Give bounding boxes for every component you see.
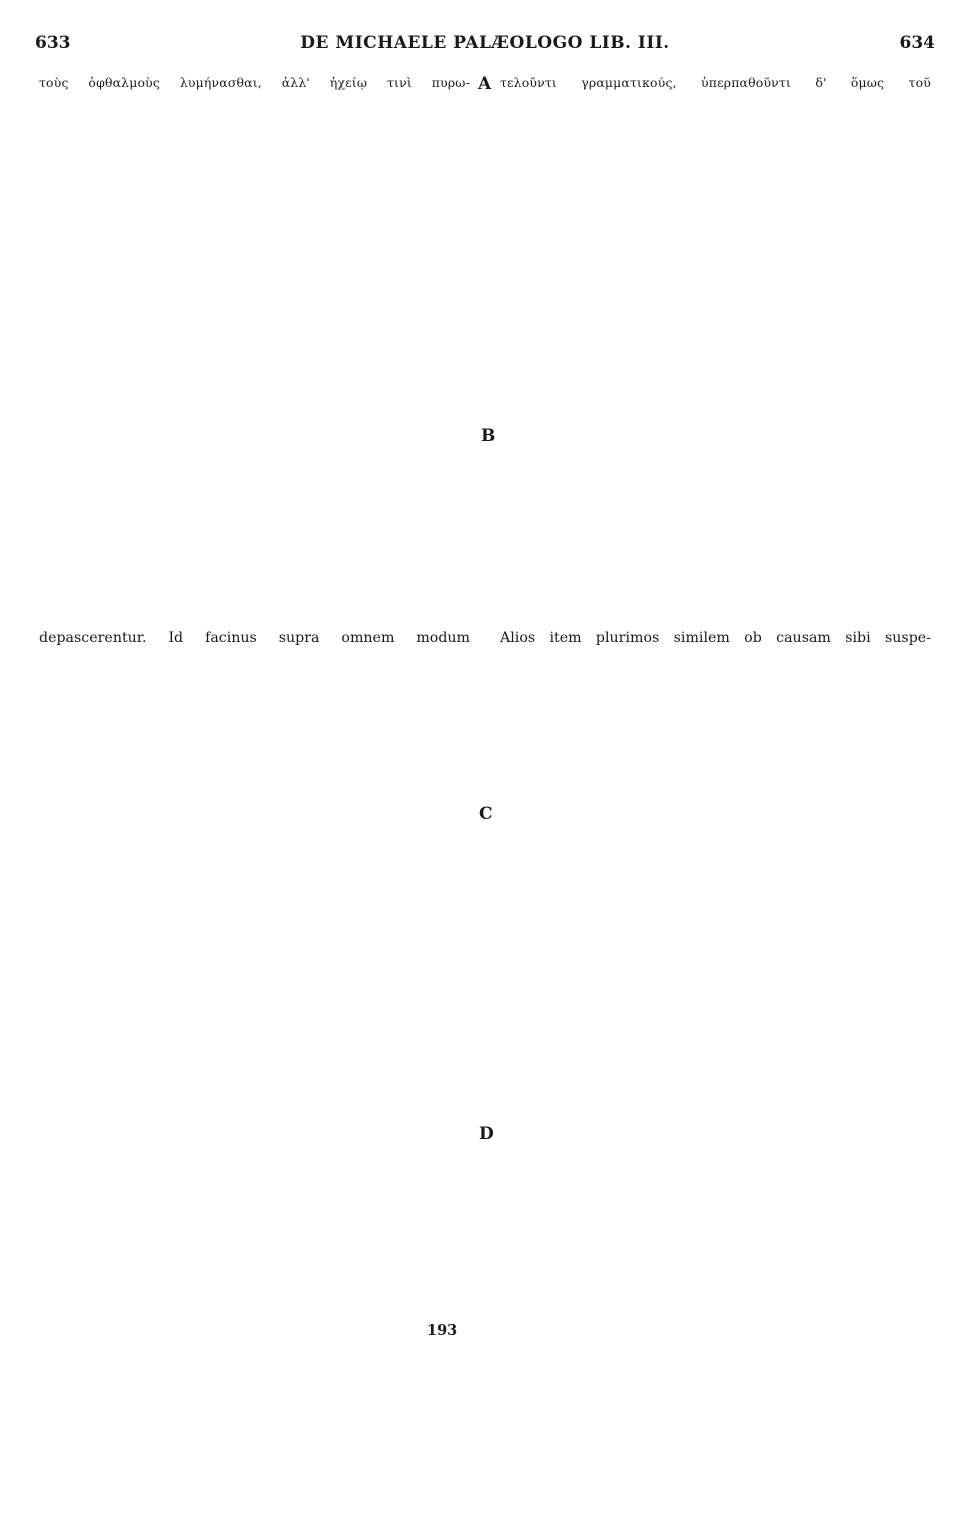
margin-mark-a: A [478, 74, 492, 94]
margin-mark-b: B [481, 426, 496, 446]
page-reference-number: 193 [427, 1322, 458, 1339]
latin-column-left [39, 628, 470, 1440]
text-line: τελοῦντι γραμματικούς, ὑπερπαθοῦντι δ' ὅμως τοῦ [500, 75, 931, 90]
text-line: Alios item plurimos similem ob causam sibi suspe- [500, 630, 931, 646]
text-line: τοὺς ὀφθαλμοὺς λυμήνασθαι, ἀλλ' ἠχείῳ τινὶ πυρω- [39, 75, 470, 90]
page-number-left: 633 [35, 33, 71, 53]
greek-column-left [39, 72, 470, 614]
margin-mark-d: D [479, 1124, 494, 1144]
page-header [35, 33, 935, 57]
running-title: DE MICHAELE PALÆOLOGO LIB. III. [300, 33, 670, 53]
greek-column-right [500, 72, 931, 614]
page-number-right: 634 [899, 33, 935, 53]
text-line: depascerentur. Id facinus supra omnem modum [39, 630, 470, 646]
latin-column-right [500, 628, 931, 1440]
margin-mark-c: C [479, 804, 493, 824]
